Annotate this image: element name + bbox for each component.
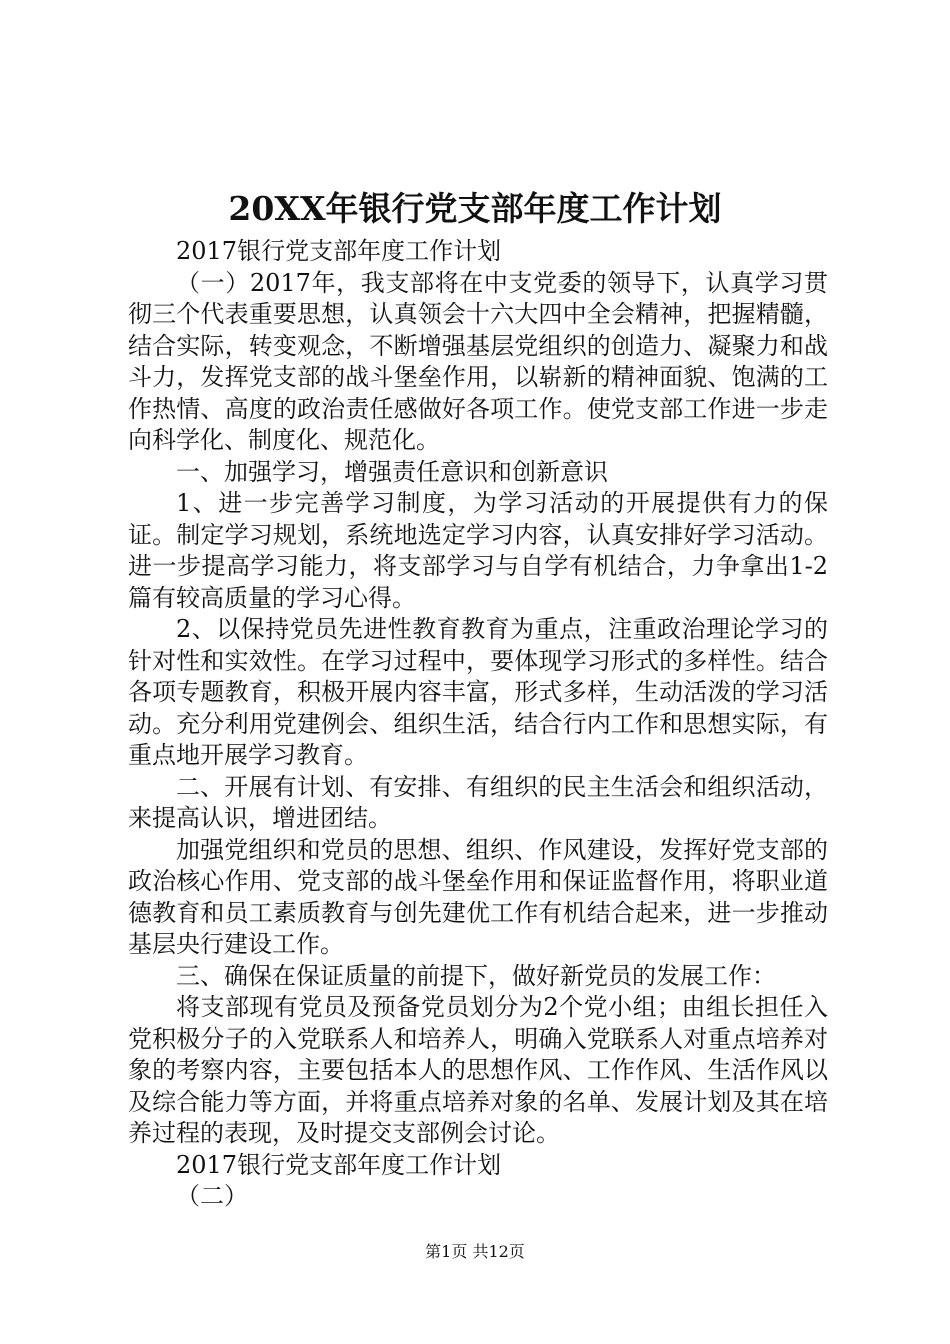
section-heading-3: 三、确保在保证质量的前提下，做好新党员的发展工作：	[176, 961, 776, 990]
document-title: 20XX年银行党支部年度工作计划	[228, 189, 722, 228]
paragraph-part-2-label: （二）	[176, 1182, 248, 1210]
paragraph-item-1: 1、进一步完善学习制度，为学习活动的开展提供有力的保证。制定学习规划，系统地选定学习内容，认真安排好学习活动。进一步提高学习能力，将支部学习与自学有机结合，力争拿出1-2篇有较高质量的学习心得。	[128, 489, 828, 612]
paragraph-subtitle: 2017银行党支部年度工作计划	[176, 237, 502, 265]
paragraph-intro: （一）2017年，我支部将在中支党委的领导下，认真学习贯彻三个代表重要思想，认真领会十六大四中全会精神，把握精髓，结合实际，转变观念，不断增强基层党组织的创造力、凝聚力和战斗力，发挥党支部的战斗堡垒作用，以崭新的精神面貌、饱满的工作热情、高度的政治责任感做好各项工作。使党支部工作进一步走向科学化、制度化、规范化。	[128, 268, 828, 454]
page-footer: 第1页 共12页	[425, 1242, 525, 1261]
paragraph-section-2: 加强党组织和党员的思想、组织、作风建设，发挥好党支部的政治核心作用、党支部的战斗堡垒作用和保证监督作用，将职业道德教育和员工素质教育与创先建优工作有机结合起来，进一步推动基层央行建设工作。	[128, 835, 828, 958]
section-heading-1: 一、加强学习，增强责任意识和创新意识	[176, 457, 608, 486]
paragraph-subtitle-2: 2017银行党支部年度工作计划	[176, 1150, 502, 1179]
paragraph-section-3: 将支部现有党员及预备党员划分为2个党小组；由组长担任入党积极分子的入党联系人和培养人，明确入党联系人对重点培养对象的考察内容，主要包括本人的思想作风、工作作风、生活作风以及综合能力等方面，并将重点培养对象的名单、发展计划及其在培养过程的表现，及时提交支部例会讨论。	[128, 993, 828, 1147]
section-heading-2: 二、开展有计划、有安排、有组织的民主生活会和组织活动，来提高认识，增进团结。	[128, 772, 828, 832]
paragraph-item-2: 2、以保持党员先进性教育教育为重点，注重政治理论学习的针对性和实效性。在学习过程中，要体现学习形式的多样性。结合各项专题教育，积极开展内容丰富，形式多样，生动活泼的学习活动。充分利用党建例会、组织生活，结合行内工作和思想实际，有重点地开展学习教育。	[128, 615, 828, 769]
document-body	[128, 236, 828, 1213]
